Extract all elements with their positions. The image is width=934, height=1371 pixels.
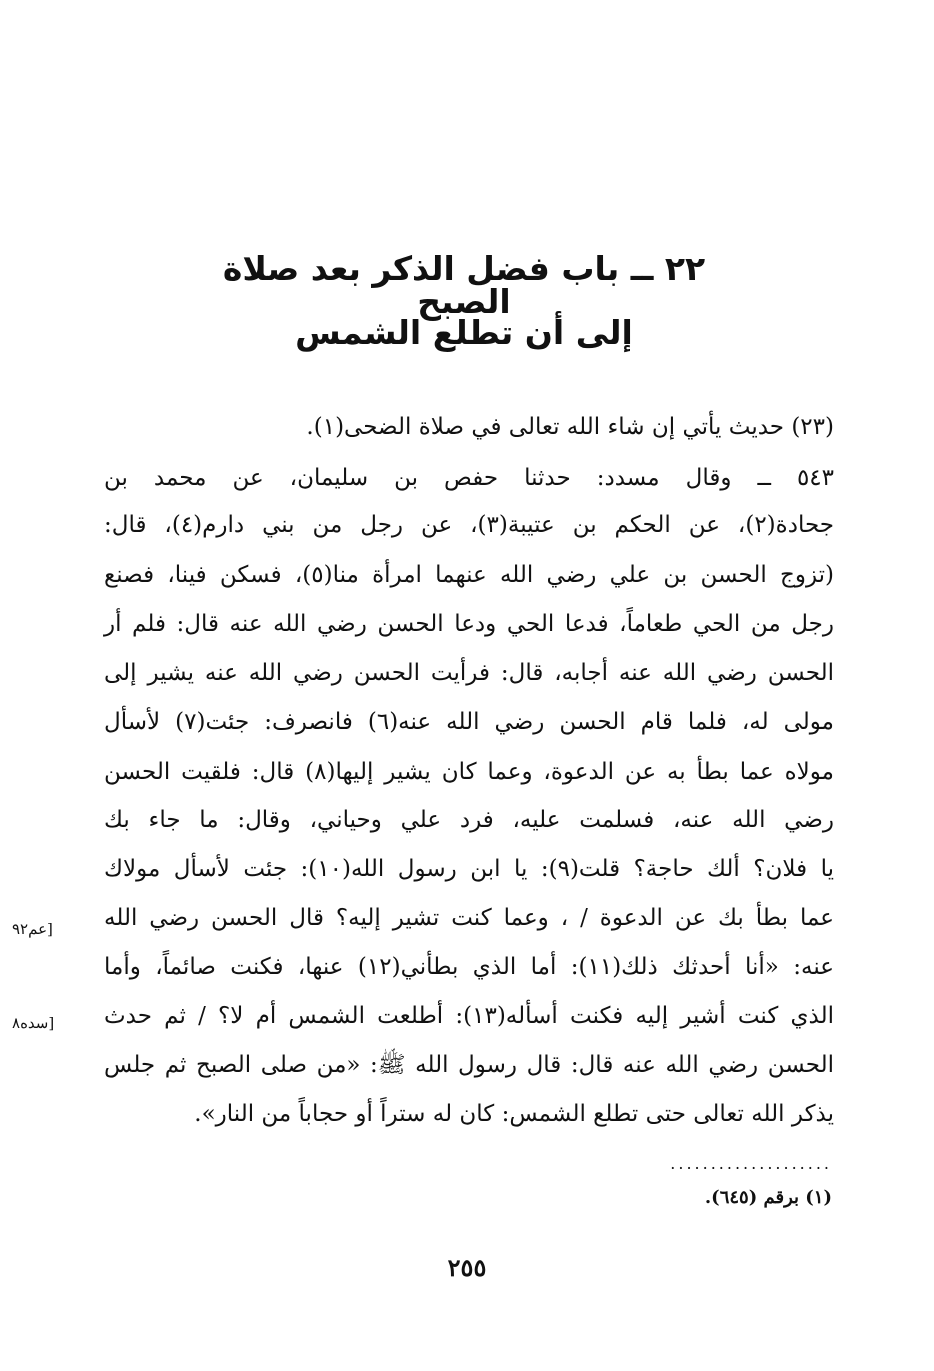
body-line: الحسن رضي الله عنه قال: قال رسول الله ﷺ: «من صلى الصبح ثم جلس [104, 1052, 834, 1078]
body-line: يذكر الله تعالى حتى تطلع الشمس: كان له ستراً أو حجاباً من النار». [194, 1101, 834, 1127]
chapter-heading-line-2: إلى أن تطلع الشمس [295, 313, 633, 352]
footnote: (١) برقم (٦٤٥). [704, 1187, 832, 1208]
body-line: عنه: «أنا أحدثك ذلك(١١): أما الذي بطأني(١٢) عنها، فكنت صائماً، وأما [104, 954, 834, 980]
margin-reference-note: [عم٩٢ [12, 920, 53, 938]
body-line: (٢٣) حديث يأتي إن شاء الله تعالى في صلاة الضحى(١). [306, 414, 834, 440]
body-line: الحسن رضي الله عنه أجابه، قال: فرأيت الحسن رضي الله عنه يشير إلى [104, 660, 834, 686]
footnote-separator: .................... [670, 1154, 832, 1173]
body-line: رضي الله عنه، فسلمت عليه، فرد علي وحياني، وقال: ما جاء بك [104, 807, 834, 833]
page-number: ٢٥٥ [447, 1253, 487, 1282]
chapter-heading-line-1: ٢٢ ــ باب فضل الذكر بعد صلاة الصبح [222, 249, 706, 321]
body-line: ٥٤٣ ــ وقال مسدد: حدثنا حفص بن سليمان، عن محمد بن [104, 465, 834, 491]
body-line: مولاه عما بطأ به عن الدعوة، وعما كان يشير إليها(٨) قال: فلقيت الحسن [104, 759, 834, 785]
margin-reference-note: [سده٨ [12, 1014, 55, 1032]
body-line: جحادة(٢)، عن الحكم بن عتيبة(٣)، عن رجل من بني دارم(٤)، قال: [104, 512, 835, 538]
body-line: (تزوج الحسن بن علي رضي الله عنهما امرأة منا(٥)، فسكن فينا، فصنع [104, 562, 835, 588]
body-line: يا فلان؟ ألك حاجة؟ قلت(٩): يا ابن رسول الله(١٠): جئت لأسأل مولاك [104, 856, 834, 882]
body-line: مولى له، فلما قام الحسن رضي الله عنه(٦) فانصرف: جئت(٧) لأسأل [104, 709, 834, 735]
body-line: رجل من الحي طعاماً، فدعا الحي ودعا الحسن رضي الله عنه قال: فلم أر [104, 611, 834, 637]
body-line: الذي كنت أشير إليه فكنت أسأله(١٣): أطلعت الشمس أم لا؟ / ثم حدث [104, 1003, 835, 1029]
body-line: عما بطأ بك عن الدعوة / ، وعما كنت تشير إليه؟ قال الحسن رضي الله [104, 905, 834, 931]
